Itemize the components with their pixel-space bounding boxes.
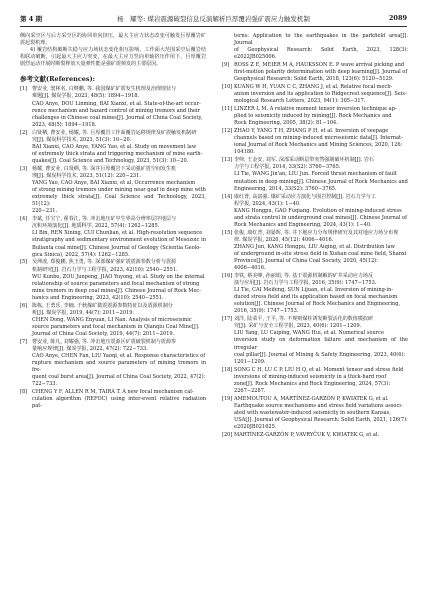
reference-text: 演与应用[J]. 岩石力学与工程学报, 2016, 35(9): 1747−1753. bbox=[234, 280, 377, 287]
reference-text: rence mechanism and hazard control of mining tremors and their bbox=[32, 107, 200, 114]
reference-text: ROSS Z E, MEIER M A, HAUKSSON E. P wave arrival picking and bbox=[234, 62, 405, 69]
reference-text: of strong mining tremors under mining near goaf in deep mine with bbox=[32, 187, 206, 194]
reference-line bbox=[222, 432, 408, 439]
reference-item bbox=[222, 230, 408, 272]
reference-item bbox=[20, 303, 206, 338]
reference-text: 程学报, 2024, 43(1): 1−40. bbox=[234, 200, 301, 207]
reference-line bbox=[222, 135, 408, 142]
reference-text: mological Research Letters, 2023, 94(1): 305−317. bbox=[234, 98, 366, 105]
reference-text: hanics and Engineering, 2023, 42(10): 2540−2551. bbox=[32, 294, 164, 301]
reference-text: 机制研究[J]. 岩石力学与工程学报, 2023, 42(10): 2540−2551. bbox=[32, 266, 178, 273]
reference-number: [2] bbox=[20, 129, 28, 136]
reference-line bbox=[20, 353, 206, 360]
reference-line bbox=[20, 166, 206, 173]
reference-line bbox=[20, 346, 206, 353]
reference-text: 力学与工程学报, 2014, 33(S2): 3760−3765. bbox=[234, 164, 341, 171]
reference-text: BAI Xianxi, CAO Anye, YANG Yao, et al. Study on movement law bbox=[32, 143, 197, 150]
reference-line bbox=[20, 130, 206, 137]
reference-item bbox=[222, 33, 408, 61]
reference-text: first-motion polarity determination with deep learning[J]. Journal of bbox=[234, 69, 408, 76]
reference-text: 量响应规律[J]. 煤炭学报, 2022, 47(2): 722−733. bbox=[32, 345, 148, 352]
reference-item bbox=[222, 273, 408, 315]
reference-text: rupture mechanism and source parameters of mining tremors in fre- bbox=[32, 360, 206, 374]
reference-line bbox=[20, 108, 206, 115]
reference-text: WU Kunbo, ZOU Junpeng, JIAO Yuyong, et al. Study on the internal bbox=[32, 273, 205, 280]
reference-text: of extremely thick strata and triggering mechanism of mine earth- bbox=[32, 150, 203, 157]
reference-text: LI Tie, WANG Jin'an, LIU Jun. Forced thrust mechanism of fault bbox=[234, 171, 397, 178]
reference-line bbox=[222, 33, 408, 47]
reference-text: source parameters and focal mechanism in Qianqiu Coal Mine[J]. bbox=[32, 323, 200, 330]
reference-line bbox=[222, 359, 408, 366]
reference-line bbox=[20, 295, 206, 302]
reference-line bbox=[20, 360, 206, 374]
reference-line bbox=[222, 98, 408, 105]
reference-text: 张俊, 康红普, 刘晏晖, 等. 井下地应力分布规律研究及其对地应力场分布规 bbox=[234, 229, 399, 236]
reference-text: anism inversion and its application to Ridgecrest sequence[J]. Seis- bbox=[234, 91, 407, 98]
reference-text: Province[J]. Journal of China Coal Society, 2020, 45(12): bbox=[234, 258, 378, 264]
reference-line bbox=[20, 303, 206, 310]
page-number: 2089 bbox=[388, 14, 407, 22]
reference-line bbox=[222, 330, 408, 337]
reference-line bbox=[20, 187, 206, 194]
reference-text: Geophysical Research: Solid Earth, 2018, 123(6): 5120−5129. bbox=[234, 76, 394, 83]
reference-item bbox=[222, 316, 408, 366]
body-paragraph: 侧向采空区与后方采空区的协同单向挤压，最大主应力状态改变可触发巨厚覆岩矿震起裂机理。 bbox=[20, 33, 206, 47]
reference-number: [14] bbox=[222, 193, 233, 200]
reference-line bbox=[222, 222, 408, 229]
reference-line bbox=[222, 374, 408, 381]
reference-item bbox=[222, 106, 408, 127]
reference-line bbox=[222, 265, 408, 272]
reference-line bbox=[222, 84, 408, 91]
reference-text: YANG Yao, CAO Anye, BAI Xianxi, et al. Occurrence mechanism bbox=[32, 180, 196, 186]
reference-line bbox=[20, 381, 206, 388]
reference-text: 220−231. bbox=[32, 208, 58, 215]
reference-text: 理[J]. 煤炭科学技术, 2023, 51(12): 220−231. bbox=[32, 172, 141, 179]
reference-text: 陈栋, 王勇乐, 李楠. 千秋煤矿微震震源参数特征以及震源机制分 bbox=[32, 302, 173, 309]
reference-item bbox=[222, 62, 408, 83]
reference-line bbox=[20, 180, 206, 187]
left-column bbox=[20, 33, 206, 411]
reference-text: 究[J]. 煤炭科学技术, 2023, 51(3): 10−20. bbox=[32, 136, 132, 143]
reference-line bbox=[222, 215, 408, 222]
reference-text: AMEMOUTOU A, MARTÍNEZ-GARZÓN P, KWIATEK G, et al. bbox=[234, 395, 389, 402]
reference-line bbox=[222, 164, 408, 171]
reference-line bbox=[222, 106, 408, 113]
reference-line bbox=[222, 179, 408, 186]
reference-text: mine tremors in deep coal mines[J]. Chinese Journal of Rock Mec- bbox=[32, 287, 201, 294]
reference-number: [6] bbox=[20, 302, 28, 309]
reference-text: 刘洋, 陆菜平, 王平, 等. 不规则煤柱诱发断裂活化的数值模拟研 bbox=[234, 316, 374, 323]
reference-text: Rock Mechanics and Engineering, 2024, 43(1): 1−40. bbox=[234, 221, 372, 228]
reference-line bbox=[222, 258, 408, 265]
reference-text: challenges in Chinese coal mines[J]. Journal of China Coal Society, bbox=[32, 114, 203, 121]
reference-item bbox=[20, 259, 206, 301]
reference-line bbox=[222, 403, 408, 410]
reference-text: coal pillar[J]. Journal of Mining & Safety Engineering, 2023, 40(6): bbox=[234, 351, 406, 358]
reference-line bbox=[222, 417, 408, 424]
reference-item bbox=[222, 432, 408, 439]
reference-text: extremely thick strata[J]. Coal Science and Technology, 2023, 51(12): bbox=[32, 194, 206, 208]
reference-line bbox=[20, 259, 206, 266]
reference-number: [17] bbox=[222, 316, 233, 323]
reference-item bbox=[222, 84, 408, 105]
reference-text: 2267−2287. bbox=[234, 387, 266, 394]
reference-item bbox=[20, 130, 206, 165]
reference-text: inversions of mining-induced seismicity in a thick-hard roof bbox=[234, 373, 387, 380]
reference-text: 李帅, 王金安, 刘军. 深部采动断层带突然强制破坏机制[J]. 岩石 bbox=[234, 157, 374, 164]
reference-line bbox=[20, 317, 206, 324]
issue-number: 第 4 期 bbox=[20, 15, 43, 23]
reference-text: ated with wastewater-induced seismicity in southern Kansas, bbox=[234, 409, 391, 416]
reference-line bbox=[20, 267, 206, 274]
reference-item bbox=[20, 339, 206, 389]
reference-line bbox=[20, 151, 206, 158]
reference-line bbox=[222, 273, 408, 280]
reference-item bbox=[20, 389, 206, 410]
reference-item bbox=[222, 157, 408, 192]
reference-text: SONG C H, LU C P, LIU H Q, et al. Moment tensor and stress field bbox=[234, 366, 404, 373]
reference-text: Journal of China Coal Society, 2019, 44(7): 2011−2019. bbox=[32, 331, 175, 338]
reference-text: plied to seismicity induced by mining[J]. Rock Mechanics and bbox=[234, 113, 392, 120]
reference-text: 2023, 48(5): 1894−1918. bbox=[32, 121, 97, 128]
reference-text: KANG Hongpu, GAO Fuqiang. Evolution of mining-induced stress bbox=[234, 207, 402, 214]
reference-text: 李铁, 蔡美峰, 孙丽娟, 等. 基于震源机制解的矿井采动应力场反 bbox=[234, 272, 374, 279]
reference-line bbox=[222, 410, 408, 417]
reference-line bbox=[20, 158, 206, 165]
reference-text: of Geophysical Research: Solid Earth, 2023, 128(3): e2022JB025006. bbox=[234, 47, 408, 61]
reference-text: inversion study on deformation failure and mechanism of the irregular bbox=[234, 337, 408, 351]
reference-text: 4006−4016. bbox=[234, 265, 266, 272]
reference-text: 2016, 35(9): 1747−1753. bbox=[234, 308, 299, 315]
reference-number: [15] bbox=[222, 229, 233, 236]
reference-item bbox=[20, 86, 206, 128]
reference-text: CAO Anye, DOU Linming, BAI Xianxi, et al. State-of-the-art occur- bbox=[32, 100, 201, 107]
reference-line bbox=[20, 245, 206, 252]
reference-line bbox=[222, 323, 408, 330]
reference-text: channels based on mining-induced microseismic data[J]. Internat- bbox=[234, 135, 403, 142]
reference-number: [12] bbox=[222, 128, 233, 135]
reference-line bbox=[20, 230, 206, 237]
reference-line bbox=[20, 252, 206, 259]
reference-text: quent coal burst area[J]. Journal of China Coal Society, 2022, 47(2): bbox=[32, 374, 206, 381]
reference-line bbox=[20, 310, 206, 317]
reference-item bbox=[222, 194, 408, 229]
reference-text: Rock Engineering, 2005, 38(2): 81−104. bbox=[234, 120, 338, 127]
reference-number: [5] bbox=[20, 259, 28, 266]
reference-text: 白贤栖, 曹安业, 杨耀, 等. 巨厚覆岩工作面覆岩运移规律及矿震触发机制研 bbox=[32, 129, 197, 136]
reference-number: [4] bbox=[20, 216, 28, 223]
reference-line bbox=[222, 47, 408, 61]
reference-text: zone[J]. Rock Mechanics and Rock Engineering, 2024, 57(3): bbox=[234, 380, 391, 387]
reference-text: quakes[J]. Coal Science and Technology, 2023, 51(3): 10−20. bbox=[32, 157, 189, 164]
references-list-right bbox=[222, 33, 408, 439]
reference-text: 杨耀, 曹安业, 白贤栖, 等. 深井巨厚覆岩下采动强矿震空间发生机 bbox=[32, 165, 177, 172]
reference-text: LIU Yang, LU Caiping, WANG Hui, et al. Numerical source bbox=[234, 330, 384, 337]
reference-line bbox=[20, 281, 206, 288]
reference-text: 1201−1209. bbox=[234, 358, 266, 365]
reference-line bbox=[222, 142, 408, 149]
reference-text: relationship of source parameters and focal mechanism of strong bbox=[32, 280, 200, 287]
reference-text: e2020JB021625. bbox=[234, 423, 277, 430]
body-paragraph: 4) 覆岩结构破断失稳与应力场状态变化相互影响，工作面大范围采空后覆岩结构联动破断，引起最大主应力突变，在最大主应力竖向单轴挤压作用下，巨厚覆岩剧烈运动开展时断裂释放大量弹性能是强矿震频发的主要原因。 bbox=[20, 47, 206, 68]
reference-text: terns: Application to the earthquakes in the parkfield area[J]. Journal bbox=[234, 33, 408, 47]
reference-line bbox=[222, 337, 408, 351]
reference-line bbox=[20, 396, 206, 410]
reference-line bbox=[20, 144, 206, 151]
reference-text: and strata control in underground coal mines[J]. Chinese Journal of bbox=[234, 214, 407, 221]
reference-text: CHENG Y F, ALLEN R M, TAIRA T. A new focal mechanism cal- bbox=[32, 389, 194, 396]
reference-line bbox=[20, 101, 206, 108]
reference-line bbox=[222, 194, 408, 201]
reference-text: 析[J]. 煤炭学报, 2019, 44(7): 2011−2019. bbox=[32, 309, 135, 316]
reference-line bbox=[20, 374, 206, 381]
reference-line bbox=[20, 208, 206, 215]
reference-line bbox=[20, 173, 206, 180]
reference-number: [7] bbox=[20, 338, 28, 345]
reference-text: 722−733. bbox=[32, 381, 58, 388]
reference-line bbox=[20, 115, 206, 122]
reference-number: [8] bbox=[20, 389, 28, 396]
references-list-left bbox=[20, 86, 206, 410]
reference-item bbox=[20, 216, 206, 258]
reference-text: LI Bin, REN Xining, CUI Chunlian, et al. High-resolution sequence bbox=[32, 230, 203, 237]
reference-line bbox=[222, 352, 408, 359]
reference-line bbox=[20, 137, 206, 144]
reference-line bbox=[222, 208, 408, 215]
reference-line bbox=[20, 194, 206, 208]
reference-text: 吴坤波, 郑俊鹏, 焦玉勇, 等. 深部煤矿强矿震震源参数分析与震源 bbox=[32, 259, 177, 266]
reference-text: solution[J]. Chinese Journal of Rock Mechanics and Engineering, bbox=[234, 301, 401, 308]
reference-line bbox=[222, 367, 408, 374]
running-header bbox=[20, 12, 407, 27]
reference-text: mutation in deep mining[J]. Chinese Journal of Rock Mechanics and bbox=[234, 178, 408, 185]
reference-line bbox=[20, 339, 206, 346]
reference-line bbox=[222, 396, 408, 403]
reference-text: Earthquake source mechanisms and stress field variations associ- bbox=[234, 402, 403, 409]
reference-number: [18] bbox=[222, 366, 233, 373]
reference-text: LINZER L M. A relative moment tensor inversion technique ap- bbox=[234, 106, 397, 113]
reference-line bbox=[222, 201, 408, 208]
reference-text: 李斌, 任宝宁, 翟春江, 等. 冲击地压矿中生界高分辨率层序地层与 bbox=[32, 216, 177, 223]
reference-line bbox=[222, 424, 408, 431]
reference-line bbox=[222, 186, 408, 193]
reference-text: 究[J]. 采矿与安全工程学报, 2023, 40(6): 1201−1209. bbox=[234, 323, 362, 330]
reference-text: 难题[J]. 煤炭学报, 2023, 48(5): 1894−1918. bbox=[32, 93, 140, 100]
reference-text: 律. 煤炭学报, 2020, 45(12): 4006−4016. bbox=[234, 236, 334, 243]
reference-text: LI Tie, CAI Meifeng, SUN Lijuan, et al. Inversion of mining-in- bbox=[234, 287, 394, 294]
reference-text: of underground in-situ stress field in Xishan coal mine field, Shanxi bbox=[234, 250, 407, 257]
reference-number: [11] bbox=[222, 106, 233, 113]
reference-line bbox=[222, 308, 408, 315]
reference-text: KUANG W H, YUAN C C, ZHANG J, et al. Relative focal mech- bbox=[234, 84, 393, 91]
reference-text: CHEN Dong, WANG Enyuan, LI Nan. Analysis of microseismic bbox=[32, 316, 192, 323]
reference-line bbox=[222, 294, 408, 301]
reference-line bbox=[222, 251, 408, 258]
right-column bbox=[222, 33, 408, 440]
reference-text: Bulianta coal mine[J]. Chinese Journal of Geology (Scientia Geolo- bbox=[32, 244, 202, 251]
reference-line bbox=[20, 122, 206, 129]
reference-number: [10] bbox=[222, 84, 233, 91]
reference-text: USA[J]. Journal of Geophysical Research: Solid Earth, 2021, 126(7): bbox=[234, 416, 408, 423]
reference-number: [20] bbox=[222, 431, 233, 438]
reference-line bbox=[222, 388, 408, 395]
reference-item bbox=[20, 166, 206, 216]
reference-text: 康红普, 高富强. 煤矿采动应力演化与围岩控制[J]. 岩石力学与工 bbox=[234, 193, 376, 200]
reference-text: 104180. bbox=[234, 149, 255, 156]
references-heading: 参考文献(References): bbox=[20, 75, 96, 84]
reference-line bbox=[20, 331, 206, 338]
reference-text: ZHAO Y, YANG T H, ZHANG P H, et al. Inversion of seepage bbox=[234, 128, 389, 135]
reference-number: [1] bbox=[20, 86, 28, 93]
reference-item bbox=[222, 367, 408, 395]
reference-line bbox=[222, 128, 408, 135]
body-text bbox=[20, 33, 206, 68]
reference-text: gica Sinica), 2022, 57(4): 1262−1285. bbox=[32, 251, 130, 258]
reference-text: CAO Anye, CHEN Fan, LIU Yaoqi, et al. Response characteristics of bbox=[32, 353, 206, 360]
reference-line bbox=[20, 288, 206, 295]
reference-line bbox=[222, 244, 408, 251]
reference-line bbox=[222, 120, 408, 127]
reference-number: [13] bbox=[222, 157, 233, 164]
reference-text: duced stress field and its application based on focal mechanism bbox=[234, 294, 398, 301]
reference-line bbox=[222, 62, 408, 69]
reference-text: Engineering, 2014, 33(S2): 3760−3765. bbox=[234, 185, 337, 192]
reference-line bbox=[20, 237, 206, 244]
reference-line bbox=[20, 274, 206, 281]
reference-text: 沉积环境演化[J]. 地质科学, 2022, 57(4): 1262−1285. bbox=[32, 223, 160, 230]
reference-line bbox=[20, 223, 206, 230]
reference-text: MARTÍNEZ-GARZÓN P, VAVRYČUK V, KWIATEK G, et al. bbox=[234, 431, 380, 438]
reference-text: ZHANG Jun, KANG Hongpu, LIU Aiqing, et al. Distribution law bbox=[234, 243, 395, 250]
reference-number: [3] bbox=[20, 165, 28, 172]
reference-line bbox=[222, 280, 408, 287]
reference-line bbox=[222, 149, 408, 156]
reference-item bbox=[222, 396, 408, 431]
reference-item bbox=[222, 128, 408, 156]
reference-number: [16] bbox=[222, 272, 233, 279]
reference-line bbox=[20, 324, 206, 331]
reference-line bbox=[222, 237, 408, 244]
reference-text: 曹安业, 陈凡, 刘耀强, 等. 冲击地压震源区矿震破裂机制与震源参 bbox=[32, 338, 177, 345]
reference-line bbox=[222, 381, 408, 388]
reference-line bbox=[222, 76, 408, 83]
reference-line bbox=[20, 93, 206, 100]
reference-line bbox=[222, 171, 408, 178]
reference-line bbox=[222, 230, 408, 237]
reference-text: culation algorithm (REFOC) using inter-event relative radiation pat- bbox=[32, 396, 206, 410]
reference-text: 曹安业, 窦林名, 白继鹏, 等. 我国煤矿矿震发生机理及治理现状与 bbox=[32, 86, 177, 93]
reference-number: [19] bbox=[222, 395, 233, 402]
running-title: 杨 耀等: 煤岩震源破裂信息反演解析巨厚覆岩强矿震应力触发机制 bbox=[117, 15, 310, 23]
reference-text: stratigraphy and sedimentary environment evolution of Mesozoic in bbox=[32, 237, 206, 244]
reference-text: ional Journal of Rock Mechanics and Mining Sciences, 2020, 126: bbox=[234, 142, 403, 149]
reference-number: [9] bbox=[222, 62, 230, 69]
reference-line bbox=[222, 287, 408, 294]
